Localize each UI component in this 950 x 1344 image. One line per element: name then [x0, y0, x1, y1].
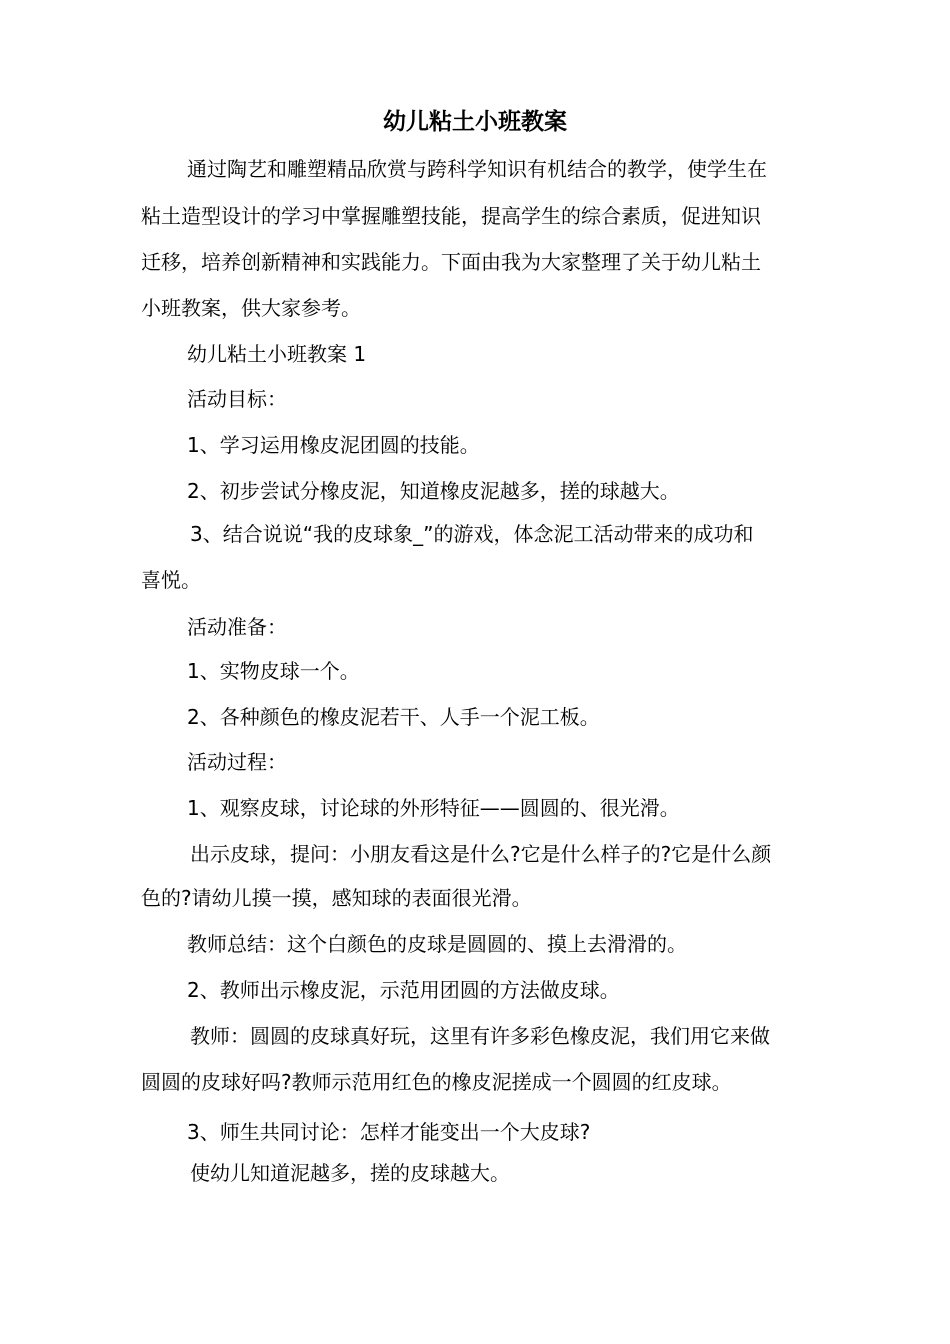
intro-line-2: 粘土造型设计的学习中掌握雕塑技能，提高学生的综合素质，促进知识 [141, 204, 761, 228]
process-heading: 活动过程： [187, 750, 287, 774]
process-line-6: 教师：圆圆的皮球真好玩，这里有许多彩色橡皮泥，我们用它来做 [190, 1024, 770, 1048]
process-line-8: 3、师生共同讨论：怎样才能变出一个大皮球? [187, 1120, 591, 1144]
goal-item-2: 2、初步尝试分橡皮泥，知道橡皮泥越多，搓的球越大。 [187, 479, 680, 503]
goals-heading: 活动目标： [187, 387, 287, 411]
process-line-4: 教师总结：这个白颜色的皮球是圆圆的、摸上去滑滑的。 [187, 932, 687, 956]
goal-item-3-continued: 喜悦。 [141, 568, 201, 592]
process-line-7: 圆圆的皮球好吗?教师示范用红色的橡皮泥搓成一个圆圆的红皮球。 [141, 1070, 732, 1094]
prep-item-2: 2、各种颜色的橡皮泥若干、人手一个泥工板。 [187, 705, 600, 729]
goal-item-1: 1、学习运用橡皮泥团圆的技能。 [187, 433, 480, 457]
intro-line-3: 迁移，培养创新精神和实践能力。下面由我为大家整理了关于幼儿粘土 [141, 250, 761, 274]
process-line-3: 色的?请幼儿摸一摸，感知球的表面很光滑。 [141, 886, 532, 910]
process-line-5: 2、教师出示橡皮泥，示范用团圆的方法做皮球。 [187, 978, 620, 1002]
document-title: 幼儿粘土小班教案 [383, 109, 567, 135]
prep-item-1: 1、实物皮球一个。 [187, 659, 360, 683]
section-title: 幼儿粘土小班教案 1 [187, 342, 367, 366]
intro-line-1: 通过陶艺和雕塑精品欣赏与跨科学知识有机结合的教学，使学生在 [187, 157, 767, 181]
process-line-1: 1、观察皮球，讨论球的外形特征——圆圆的、很光滑。 [187, 796, 680, 820]
goal-item-3: 3、结合说说“我的皮球象_”的游戏，体念泥工活动带来的成功和 [190, 522, 754, 546]
intro-line-4: 小班教案，供大家参考。 [141, 296, 361, 320]
process-line-9: 使幼儿知道泥越多，搓的皮球越大。 [190, 1161, 510, 1185]
prep-heading: 活动准备： [187, 615, 287, 639]
process-line-2: 出示皮球，提问：小朋友看这是什么?它是什么样子的?它是什么颜 [190, 842, 772, 866]
